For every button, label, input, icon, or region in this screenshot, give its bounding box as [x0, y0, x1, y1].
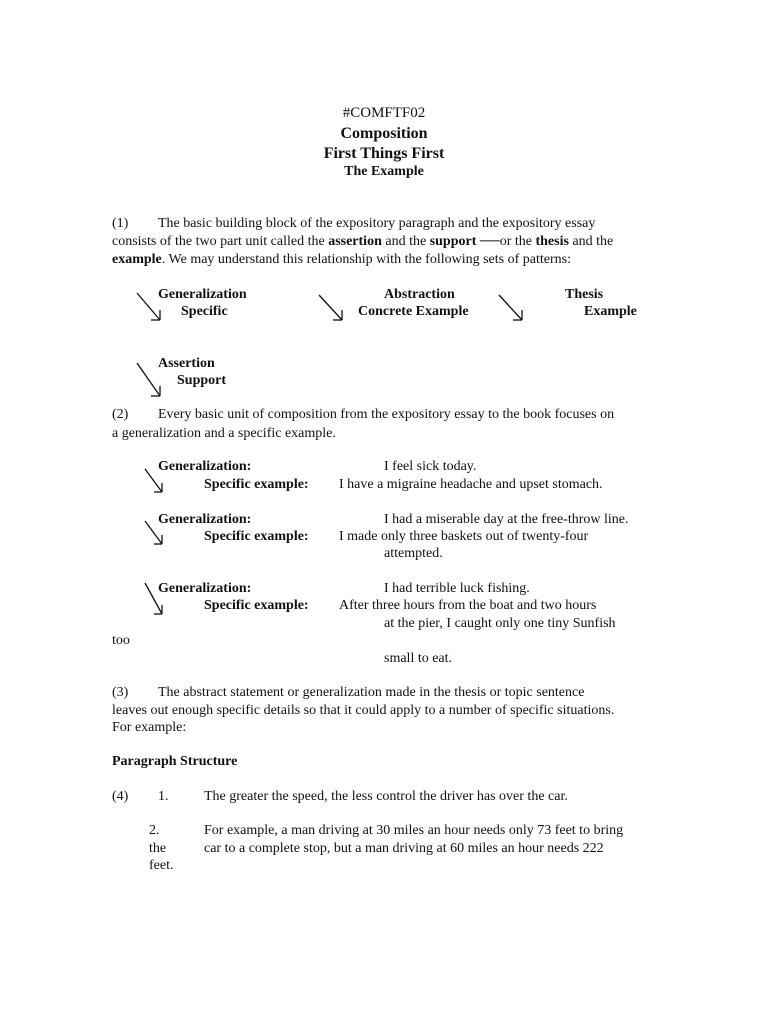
example-3-spec-line4: small to eat.: [384, 651, 453, 666]
p4-item2-number: 2.: [149, 823, 160, 838]
p4-number: (4): [112, 789, 129, 804]
term-example: example: [112, 252, 162, 267]
pattern-1-bottom: Specific: [181, 304, 228, 319]
example-3-gen-label: Generalization:: [158, 581, 252, 596]
example-3-spec-line2: at the pier, I caught only one tiny Sunfish: [384, 616, 616, 631]
example-2-spec-line2: attempted.: [384, 546, 443, 561]
p1-line2-c: or the: [499, 234, 536, 249]
pattern-4-top: Assertion: [158, 356, 215, 371]
p4-item2-the: the: [149, 841, 167, 856]
p1-line1: The basic building block of the expository paragraph and the expository essay: [158, 216, 596, 231]
example-2-gen-text: I had a miserable day at the free-throw line.: [384, 512, 629, 527]
example-3-gen-text: I had terrible luck fishing.: [384, 581, 530, 596]
term-thesis: thesis: [535, 234, 569, 249]
example-1-spec-line1: I have a migraine headache and upset stomach.: [339, 477, 603, 492]
pattern-4-bottom: Support: [177, 373, 227, 388]
example-3-spec-line1: After three hours from the boat and two hours: [339, 598, 597, 613]
pattern-2-bottom: Concrete Example: [358, 304, 469, 319]
p3-number: (3): [112, 685, 129, 700]
paragraph-structure-heading: Paragraph Structure: [112, 754, 238, 769]
pattern-2-top: Abstraction: [384, 287, 455, 302]
p3-line1: The abstract statement or generalization made in the thesis or topic sentence: [158, 685, 585, 700]
term-support: support: [429, 234, 477, 249]
em-dash: ──: [476, 234, 500, 249]
term-assertion: assertion: [328, 234, 382, 249]
p2-line2: a generalization and a specific example.: [112, 426, 336, 441]
example-3-spec-label: Specific example:: [204, 598, 309, 613]
example-1-gen-label: Generalization:: [158, 459, 252, 474]
p2-line1: Every basic unit of composition from the expository essay to the book focuses on: [158, 407, 615, 422]
pattern-1-top: Generalization: [158, 287, 247, 302]
example-1-spec-label: Specific example:: [204, 477, 309, 492]
p1-line3-text: . We may understand this relationship with the following sets of patterns:: [161, 252, 571, 267]
document-code: #COMFTF02: [342, 105, 426, 121]
arrow-icon: [496, 292, 528, 326]
p1-number: (1): [112, 216, 129, 231]
p1-line2-d: and the: [568, 234, 614, 249]
p1-line3: [112, 253, 571, 267]
p1-line2-a: consists of the two part unit called the: [112, 234, 329, 249]
example-3-spec-line3: too: [112, 633, 130, 648]
p4-item1-text: The greater the speed, the less control the driver has over the car.: [204, 789, 568, 804]
example-1-gen-text: I feel sick today.: [384, 459, 477, 474]
pattern-3-top: Thesis: [565, 287, 604, 302]
p1-line2-b: and the: [381, 234, 430, 249]
p4-item1-number: 1.: [158, 789, 169, 804]
document-subtitle: First Things First: [323, 145, 445, 162]
section-title: The Example: [344, 164, 424, 179]
p3-line2: leaves out enough specific details so that it could apply to a number of specific situations.: [112, 703, 615, 718]
p4-item2-line2: car to a complete stop, but a man driving at 60 miles an hour needs 222: [204, 841, 604, 856]
arrow-icon: [316, 292, 348, 326]
p2-number: (2): [112, 407, 129, 422]
p1-line2: [112, 235, 613, 249]
example-2-gen-label: Generalization:: [158, 512, 252, 527]
pattern-3-bottom: Example: [584, 304, 637, 319]
p4-item2-line3: feet.: [149, 858, 174, 873]
p4-item2-line1: For example, a man driving at 30 miles an hour needs only 73 feet to bring: [204, 823, 624, 838]
example-2-spec-line1: I made only three baskets out of twenty-four: [339, 529, 589, 544]
document-title: Composition: [340, 125, 428, 142]
p3-line3: For example:: [112, 720, 187, 735]
example-2-spec-label: Specific example:: [204, 529, 309, 544]
